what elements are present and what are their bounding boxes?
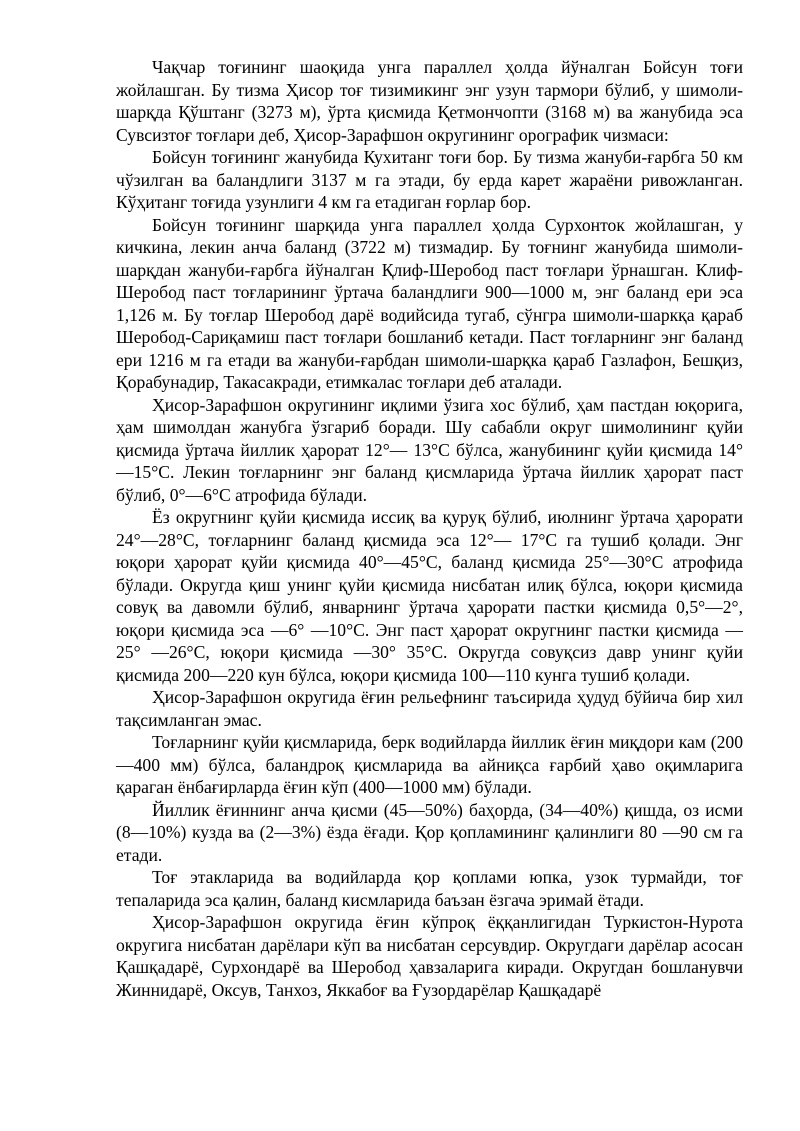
paragraph-surkhontok: Бойсун тоғининг шарқида унга параллел ҳолда Сурхонток жойлашган, у кичкина, лекин анча баланд (3722 м) тизмадир. Бу тоғнинг жанубида шимоли-шарқдан жануби-ғарбга йўналган Қлиф-Шеробод паст тоғлари ўрнашган. Клиф-Шеробод паст тоғларининг ўртача баландлиги 900—1000 м, энг баланд ери эса 1,126 м. Бу тоғлар Шеробод дарё водийсида тугаб, сўнгра шимоли-шаркқа қараб Шеробод-Сариқамиш паст тоғлари бошланиб кетади. Паст тоғларнинг энг баланд ери 1216 м га етади ва жануби-ғарбдан шимоли-шарқка қараб Газлафон, Бешқиз, Қорабунадир, Такасакради, етимкалас тоғлари деб аталади. — [116, 214, 743, 392]
paragraph-summer-winter: Ёз округнинг қуйи қисмида иссиқ ва қуруқ бўлиб, июлнинг ўртача ҳарорати 24°—28°С, тоғларнинг баланд қисмида эса 12°— 17°С га тушиб қолади. Энг юқори ҳарорат қуйи қисмида 40°—45°С, баланд қисмида 25°—30°С атрофида бўлади. Округда қиш унинг қуйи қисмида нисбатан илиқ бўлса, юқори қисмида совуқ ва давомли бўлиб, январнинг ўртача ҳарорати пастки қисмида 0,5°—2°, юқори қисмида эса —6° —10°С. Энг паст ҳарорат округнинг пастки қисмида —25° —26°С, юқори қисмида —30° 35°С. Округда совуқсиз давр унинг қуйи қисмида 200—220 кун бўлса, юқори қисмида 100—110 кунга тушиб қолади. — [116, 507, 743, 685]
paragraph-rivers: Ҳисор-Зарафшон округида ёғин кўпроқ ёққанлигидан Туркистон-Нурота округига нисбатан дарёлари кўп ва нисбатан серсувдир. Округдаги дарёлар асосан Қашқадарё, Сурхондарё ва Шеробод ҳавзаларига киради. Округдан бошланувчи Жиннидарё, Оксув, Танхоз, Яккабоғ ва Ғузордарёлар Қашқадарё — [116, 912, 743, 1000]
document-page — [116, 56, 743, 1001]
paragraph-climate: Ҳисор-Зарафшон округининг иқлими ўзига хос бўлиб, ҳам пастдан юқорига, ҳам шимолдан жанубга ўзгариб боради. Шу сабабли округ шимолининг қуйи қисмида ўртача йиллик ҳарорат 12°— 13°С бўлса, жанубининг қуйи қисмида 14°—15°С. Лекин тоғларнинг энг баланд қисмларида ўртача йиллик ҳарорат паст бўлиб, 0°—6°С атрофида бўлади. — [116, 394, 743, 505]
paragraph-precipitation-amount: Тоғларнинг қуйи қисмларида, берк водийларда йиллик ёғин миқдори кам (200—400 мм) бўлса, баландроқ қисмларида ва айниқса ғарбий ҳаво оқимларига қараган ёнбағирларда ёғин кўп (400—1000 мм) бўлади. — [116, 732, 743, 797]
paragraph-snow-cover: Тоғ этакларида ва водийларда қор қоплами юпка, узок турмайди, тоғ тепаларида эса қалин, баланд кисмларида баъзан ёзгача эримай ётади. — [116, 867, 743, 910]
paragraph-boysun-range: Чақчар тоғининг шаоқида унга параллел ҳолда йўналган Бойсун тоғи жойлашган. Бу тизма Ҳисор тоғ тизимикинг энг узун тармори бўлиб, у шимоли-шарқда Қўштанг (3273 м), ўрта қисмида Қетмончопти (3168 м) ва жанубида эса Сувсизтоғ тоғлари деб, Ҳисор-Зарафшон округининг орографик чизмаси: — [116, 57, 743, 145]
paragraph-seasonal-precipitation: Йиллик ёғиннинг анча қисми (45—50%) баҳорда, (34—40%) қишда, оз исми (8—10%) кузда ва (2—3%) ёзда ёғади. Қор қопламининг қалинлиги 80 —90 см га етади. — [116, 799, 743, 865]
paragraph-precipitation-distribution: Ҳисор-Зарафшон округида ёғин рельефнинг таъсирида ҳудуд бўйича бир хил тақсимланган эмас. — [116, 687, 743, 730]
paragraph-kukhitang: Бойсун тоғининг жанубида Кухитанг тоғи бор. Бу тизма жануби-ғарбга 50 км чўзилган ва баландлиги 3137 м га этади, бу ерда карет жараёни ривожланган. Кўҳитанг тоғида узунлиги 4 км га етадиган ғорлар бор. — [116, 147, 743, 212]
